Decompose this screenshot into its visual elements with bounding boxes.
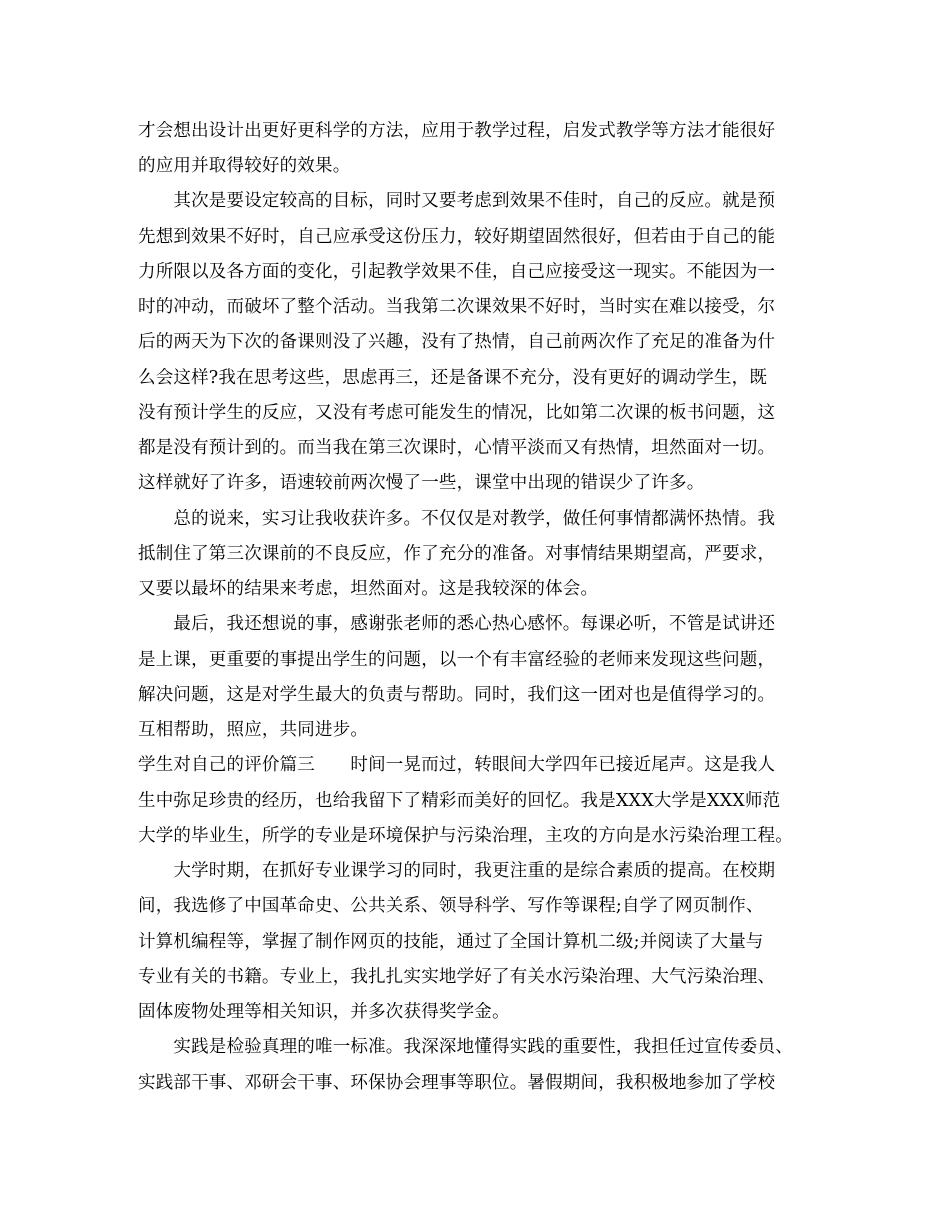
text-line: 时的冲动，而破坏了整个活动。当我第二次课效果不好时，当时实在难以接受，尔	[138, 297, 776, 317]
text-line: 是上课，更重要的事提出学生的问题，以一个有丰富经验的老师来发现这些问题，	[138, 650, 776, 670]
text-line: 计算机编程等，掌握了制作网页的技能，通过了全国计算机二级;并阅读了大量与	[138, 932, 764, 952]
text-line: 解决问题，这是对学生最大的负责与帮助。同时，我们这一团对也是值得学习的。	[138, 685, 776, 705]
text-line: 又要以最坏的结果来考虑，坦然面对。这是我较深的体会。	[138, 579, 599, 599]
text-line: 的应用并取得较好的效果。	[138, 156, 351, 176]
text-line: 互相帮助，照应，共同进步。	[138, 720, 369, 740]
text-line: 都是没有预计到的。而当我在第三次课时，心情平淡而又有热情，坦然面对一切。	[138, 438, 776, 458]
text-line: 才会想出设计出更好更科学的方法，应用于教学过程，启发式教学等方法才能很好	[138, 121, 776, 141]
text-line: 间，我选修了中国革命史、公共关系、领导科学、写作等课程;自学了网页制作、	[138, 896, 764, 916]
text-line: 抵制住了第三次课前的不良反应，作了充分的准备。对事情结果期望高，严要求，	[138, 544, 776, 564]
text-line: 最后，我还想说的事，感谢张老师的悉心热心感怀。每课必听，不管是试讲还	[138, 614, 776, 634]
text-line: 大学的毕业生，所学的专业是环境保护与污染治理，主攻的方向是水污染治理工程。	[138, 826, 793, 846]
text-line: 其次是要设定较高的目标，同时又要考虑到效果不佳时，自己的反应。就是预	[138, 191, 776, 211]
text-line: 没有预计学生的反应，又没有考虑可能发生的情况，比如第二次课的板书问题，这	[138, 403, 776, 423]
text-line: 这样就好了许多，语速较前两次慢了一些，课堂中出现的错误少了许多。	[138, 473, 705, 493]
text-line: 实践是检验真理的唯一标准。我深深地懂得实践的重要性，我担任过宣传委员、	[138, 1037, 793, 1057]
text-line: 大学时期，在抓好专业课学习的同时，我更注重的是综合素质的提高。在校期	[138, 861, 776, 881]
text-line: 先想到效果不好时，自己应承受这份压力，较好期望固然很好，但若由于自己的能	[138, 227, 776, 247]
text-line: 后的两天为下次的备课则没了兴趣，没有了热情，自己前两次作了充足的准备为什	[138, 332, 776, 352]
section-heading-line: 学生对自己的评价篇三 时间一晃而过，转眼间大学四年已接近尾声。这是我人	[138, 755, 776, 775]
text-line: 么会这样?我在思考这些，思虑再三，还是备课不充分，没有更好的调动学生，既	[138, 368, 768, 388]
text-line: 生中弥足珍贵的经历，也给我留下了精彩而美好的回忆。我是XXX大学是XXX师范	[138, 791, 781, 811]
text-line: 总的说来，实习让我收获许多。不仅仅是对教学，做任何事情都满怀热情。我	[138, 509, 776, 529]
text-line: 实践部干事、邓研会干事、环保协会理事等职位。暑假期间，我积极地参加了学校	[138, 1073, 776, 1093]
text-line: 固体废物处理等相关知识，并多次获得奖学金。	[138, 1002, 510, 1022]
text-line: 力所限以及各方面的变化，引起教学效果不佳，自己应接受这一现实。不能因为一	[138, 262, 776, 282]
text-line: 专业有关的书籍。专业上，我扎扎实实地学好了有关水污染治理、大气污染治理、	[138, 967, 776, 987]
